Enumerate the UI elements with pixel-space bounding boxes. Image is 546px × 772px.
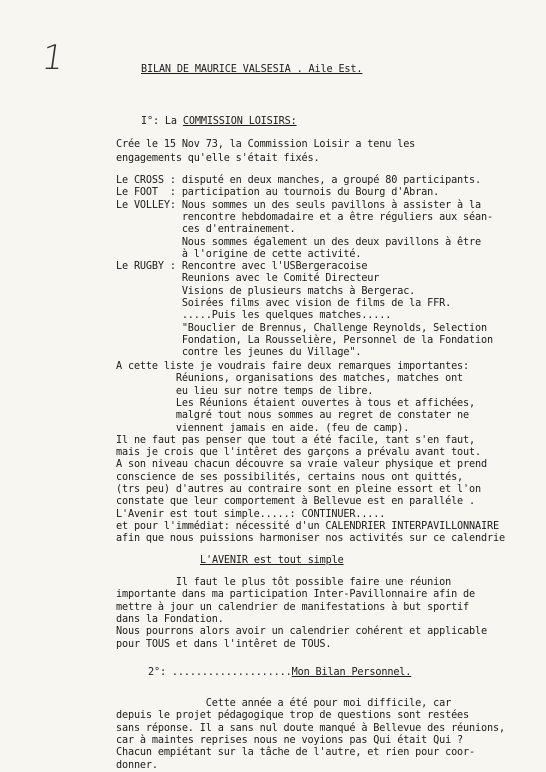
text-line: Le FOOT : participation au tournois du Bourg d'Abran.	[116, 187, 440, 199]
handwritten-page-number: 1	[39, 38, 67, 78]
text-line: constate que leur comportement à Bellevue est en paralléle .	[116, 496, 476, 508]
text-line: depuis le projet pédagogique trop de questions sont restées	[116, 710, 470, 722]
section2-title: Mon Bilan Personnel.	[291, 667, 412, 678]
document-title: BILAN DE MAURICE VALSESIA . Aile Est.	[141, 64, 363, 75]
text-line: (trs peu) d'autres au contraire sont en pleine essort et l'on	[116, 484, 481, 495]
text-line: viennent jamais en aide. (feu de camp).	[116, 422, 410, 434]
text-line: Il faut le plus tôt possible faire une réunion	[116, 577, 452, 588]
text-line: mettre à jour un calendrier de manifestations à but sportif	[116, 601, 470, 613]
section2-heading	[148, 667, 411, 679]
text-line: eu lieu sur notre temps de libre.	[116, 385, 374, 397]
text-line: Le VOLLEY: Nous sommes un des seuls pavillons à assister à la	[116, 199, 481, 211]
text-line: Reunions avec le Comité Directeur	[116, 273, 380, 285]
text-line: Chacun empiétant sur la tâche de l'autre, et rien pour coor-	[116, 747, 476, 759]
text-line: Nous pourrons alors avoir un calendrier cohérent et applicable	[116, 626, 487, 638]
text-line: importante dans ma participation Inter-Pavillonnaire afin de	[116, 589, 476, 601]
text-line: Les Réunions étaient ouvertes à tous et affichées,	[116, 397, 476, 409]
text-line: A cette liste je voudrais faire deux remarques importantes:	[116, 361, 470, 372]
text-line: pour TOUS et dans l'intêret de TOUS.	[116, 638, 332, 650]
text-line: .....Puis les quelques matches.....	[116, 310, 392, 322]
section2-prefix: 2°: ....................	[148, 667, 292, 678]
text-line: dans la Fondation.	[116, 613, 224, 625]
text-line: malgré tout nous sommes au regret de constater ne	[116, 410, 470, 422]
text-line: Fondation, La Rousselière, Personnel de la Fondation	[116, 334, 493, 346]
text-line: Visions de plusieurs matchs à Bergerac.	[116, 285, 416, 297]
text-line: Cette année a été pour moi difficile, car	[116, 698, 452, 709]
text-line: contre les jeunes du Village".	[116, 347, 362, 359]
text-line: conscience de ses possibilités, certains nous ont quittés,	[116, 471, 464, 483]
text-line: donner.	[116, 759, 158, 771]
text-line: A son niveau chacun découvre sa vraie valeur physique et prend	[116, 459, 487, 471]
avenir-heading: L'AVENIR est tout simple	[200, 555, 344, 566]
section1-title: COMMISSION LOISIRS:	[182, 116, 297, 127]
text-line: Soirées films avec vision de films de la FFR.	[116, 298, 452, 309]
text-line: mais je crois que l'intêret des garçons a prévalu avant tout.	[116, 447, 481, 459]
text-line: Le CROSS : disputé en deux manches, a groupé 80 participants.	[116, 175, 481, 186]
text-line: sans réponse. Il a sans nul doute manqué à Bellevue des réunions,	[116, 722, 505, 734]
text-line: ces d'entrainement.	[116, 224, 296, 236]
text-line: engagements qu'elle s'était fixés.	[116, 152, 320, 164]
text-line: L'Avenir est tout simple.....: CONTINUER.....	[116, 508, 386, 520]
text-line: Il ne faut pas penser que tout a été facile, tant s'en faut,	[116, 434, 476, 446]
text-line: à l'origine de cette activité.	[116, 248, 362, 260]
text-line: car à maintes reprises nous ne voyions pas Qui était Qui ?	[116, 734, 464, 746]
text-line: Le RUGBY : Rencontre avec l'USBergeracoise	[116, 261, 368, 273]
section1-heading	[141, 116, 297, 128]
text-line: Crée le 15 Nov 73, la Commission Loisir a tenu les	[116, 139, 416, 150]
text-line: rencontre hebdomadaire et a être réguliers aux séan-	[116, 211, 493, 223]
text-line: afin que nous puissions harmoniser nos activités sur ce calendrie	[116, 533, 505, 545]
text-line: Nous sommes également un des deux pavillons à être	[116, 236, 481, 248]
text-line: Réunions, organisations des matches, matches ont	[116, 373, 464, 385]
section1-prefix: I°: La	[141, 116, 177, 127]
text-line: et pour l'immédiat: nécessité d'un CALENDRIER INTERPAVILLONNAIRE	[116, 520, 499, 532]
text-line: "Bouclier de Brennus, Challenge Reynolds, Selection	[116, 322, 487, 334]
